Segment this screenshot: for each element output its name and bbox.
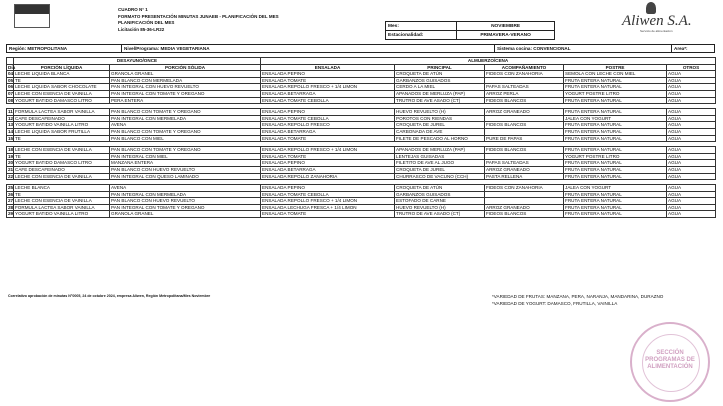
table-cell: LECHE CON ESENCIA DE VAINILLA	[14, 147, 110, 154]
table-cell: FRUTA ENTERA NATURAL	[564, 84, 667, 91]
day-cell: 21	[8, 166, 14, 172]
column-header-row	[7, 64, 716, 71]
column-header: OTROS	[667, 64, 716, 71]
sistema-cell: Sistema cocina: CONVENCIONAL	[495, 45, 672, 53]
official-stamp	[630, 322, 710, 402]
table-row	[7, 198, 716, 205]
nivel-cell: Nivel/Programa: MEDIA VEGETARIANA	[122, 45, 495, 53]
table-cell: AGUA	[667, 128, 716, 135]
table-cell: FIDEOS BLANCOS	[485, 147, 564, 154]
brand-subtitle: Servicio de alimentación	[640, 29, 673, 33]
day-cell: 25	[8, 185, 14, 191]
table-cell: YOGURT BATIDO VAINILLA LITRO	[14, 122, 110, 129]
table-cell: YOGURT POSTRE LITRO	[564, 90, 667, 97]
brand-logo: Aliwen S.A.	[622, 13, 692, 29]
table-cell: HUEVO REVUELTO (H)	[395, 204, 485, 211]
stamp-line: SECCIÓN	[656, 350, 684, 356]
table-cell: LECHE LIQUIDA BLANCA	[14, 71, 110, 78]
table-cell: FRUTA ENTERA NATURAL	[564, 198, 667, 205]
table-cell: FIDEOS CON ZANAHORIA	[485, 185, 564, 192]
table-cell: ENSALADA PEPINO	[261, 109, 395, 116]
table-cell: MANZANA ENTERA	[110, 160, 261, 167]
table-cell: CARBONADA DE AVE	[395, 128, 485, 135]
month-box	[385, 21, 555, 40]
table-cell: YOGURT POSTRE LITRO	[564, 153, 667, 160]
table-cell: AVENA	[110, 185, 261, 192]
table-cell: ENSALADA LECHUGA FRESCA + 1/4 LIMON	[261, 204, 395, 211]
table-cell: AGUA	[667, 204, 716, 211]
table-row	[7, 166, 716, 173]
table-cell: GRANOLA GRANEL	[110, 71, 261, 78]
table-cell: FIDEOS BLANCOS	[485, 122, 564, 129]
day-cell: 20	[8, 160, 14, 166]
table-row	[7, 109, 716, 116]
table-cell: AGUA	[667, 211, 716, 218]
table-cell: PAPAS SALTEADAS	[485, 160, 564, 167]
table-cell: LENTEJAS GUISADAS	[395, 153, 485, 160]
table-cell: ENSALADA REPOLLO FRESCO + 1/4 LIMON	[261, 198, 395, 205]
menu-body	[7, 71, 716, 218]
table-cell: FIDEOS BLANCOS	[485, 97, 564, 104]
note-line: *VARIEDAD DE FRUTAS: MANZANA, PERA, NARANJA, MANDARINA, DURAZNO	[492, 294, 664, 299]
table-cell: FILETITO DE AVE AL JUGO	[395, 160, 485, 167]
table-cell: AGUA	[667, 173, 716, 180]
table-cell: TE	[14, 153, 110, 160]
table-cell: ENSALADA BETARRAGA	[261, 128, 395, 135]
table-cell: ARROZ PERLA	[485, 90, 564, 97]
table-cell: FRUTA ENTERA NATURAL	[564, 77, 667, 84]
table-cell: FRUTA ENTERA NATURAL	[564, 147, 667, 154]
table-row	[7, 204, 716, 211]
table-cell: FORMULA LACTEA SABOR VAINILLA	[14, 204, 110, 211]
table-cell: AGUA	[667, 90, 716, 97]
table-cell: ENSALADA TOMATE	[261, 135, 395, 142]
table-row	[7, 122, 716, 129]
table-cell	[485, 115, 564, 122]
column-header: POSTRE	[564, 64, 667, 71]
table-cell: ENSALADA BETARRAGA	[261, 166, 395, 173]
table-cell: PAPAS SALTEADAS	[485, 84, 564, 91]
note-line: *VARIEDAD DE YOGURT: DAMASCO, FRUTILLA, VAINILLA	[492, 301, 618, 306]
table-cell: CHURRASCO DE VACUNO (CCH)	[395, 173, 485, 180]
column-header: PORCIÓN SÓLIDA	[110, 64, 261, 71]
estacionalidad-value: PRIMAVERA-VERANO	[457, 31, 555, 40]
table-cell: AGUA	[667, 122, 716, 129]
table-cell: PAN INTEGRAL CON MERMELADA	[110, 191, 261, 198]
table-cell: PAN BLANCO CON TOMATE Y OREGANO	[110, 109, 261, 116]
day-cell: 12	[8, 115, 14, 121]
day-cell: 06	[8, 84, 14, 90]
table-cell: ENSALADA TOMATE CEBOLLA	[261, 115, 395, 122]
table-cell: ENSALADA REPOLLO ZANAHORIA	[261, 173, 395, 180]
table-cell: LECHE LIQUIDA SABOR FRUTILLA	[14, 128, 110, 135]
table-cell: AGUA	[667, 191, 716, 198]
table-cell: AGUA	[667, 160, 716, 167]
stamp-line: PROGRAMAS DE	[645, 357, 695, 363]
table-cell: GRANOLA GRANEL	[110, 211, 261, 218]
table-cell: FILETE DE PESCADO AL HORNO	[395, 135, 485, 142]
day-cell: 11	[8, 109, 13, 115]
column-header: PORCIÓN LÍQUIDA	[14, 64, 110, 71]
table-cell: AGUA	[667, 115, 716, 122]
table-cell: FRUTA ENTERA NATURAL	[564, 109, 667, 116]
table-row	[7, 211, 716, 218]
day-cell: 29	[8, 211, 14, 217]
day-cell: 27	[8, 198, 14, 204]
desayuno-group-header: DESAYUNO/ONCE	[14, 58, 261, 65]
table-cell: TE	[14, 191, 110, 198]
table-cell: ARROZ GRANEADO	[485, 204, 564, 211]
day-cell: 04	[8, 71, 14, 77]
table-cell: ENSALADA REPOLLO FRESCO	[261, 122, 395, 129]
table-cell: FRUTA ENTERA NATURAL	[564, 128, 667, 135]
table-cell: FRUTA ENTERA NATURAL	[564, 166, 667, 173]
table-cell: PURE DE PAPAS	[485, 135, 564, 142]
region-cell: Región: METROPOLITANA	[7, 45, 122, 53]
table-cell: PAN INTEGRAL CON HUEVO REVUELTO	[110, 84, 261, 91]
table-cell	[485, 128, 564, 135]
table-cell: YOGURT BATIDO VAINILLA LITRO	[14, 211, 110, 218]
table-cell: ENSALADA TOMATE	[261, 77, 395, 84]
table-cell: TRUTRO DE AVE ASADO (CT)	[395, 211, 485, 218]
table-cell: ENSALADA REPOLLO FRESCO + 1/4 LIMON	[261, 147, 395, 154]
table-cell: AGUA	[667, 166, 716, 173]
table-cell: AGUA	[667, 153, 716, 160]
table-cell: LECHE CON ESENCIA DE VAINILLA	[14, 173, 110, 180]
table-cell: ENSALADA TOMATE CEBOLLA	[261, 97, 395, 104]
table-cell: GARBANZOS GUISADOS	[395, 77, 485, 84]
table-cell: AGUA	[667, 185, 716, 192]
header-line: CUADRO N° 1	[118, 7, 148, 12]
day-cell: 14	[8, 128, 14, 134]
day-cell: 08	[8, 97, 14, 103]
table-cell: CROQUETA DE ATÚN	[395, 185, 485, 192]
table-cell: CROQUETA DE ATÚN	[395, 71, 485, 78]
day-cell: 13	[8, 122, 14, 128]
table-cell: ENSALADA BETARRAGA	[261, 90, 395, 97]
table-cell: PAN INTEGRAL CON MIEL	[110, 153, 261, 160]
header-line: FORMATO PRESENTACIÓN MINUTAS JUNAEB - PLANIFICACIÓN DEL MES	[118, 13, 279, 19]
table-cell: YOGURT BATIDO DAMASCO LITRO	[14, 160, 110, 167]
day-cell: 19	[8, 153, 14, 159]
day-cell: 26	[8, 191, 14, 197]
table-cell	[485, 198, 564, 205]
mes-value: NOVIEMBRE	[457, 22, 555, 31]
table-cell: PAN INTEGRAL CON QUESO LAMINADO	[110, 173, 261, 180]
table-cell: PAN BLANCO CON MIEL	[110, 135, 261, 142]
table-cell: APANADOS DE MERLUZA (PAP)	[395, 90, 485, 97]
blank-header	[7, 58, 14, 65]
table-cell	[485, 77, 564, 84]
table-cell: CAFE DESCAFEINADO	[14, 115, 110, 122]
table-cell: CAFE DESCAFEINADO	[14, 166, 110, 173]
table-cell: ENSALADA PEPINO	[261, 185, 395, 192]
almuerzo-group-header: ALMUERZO/CENA	[261, 58, 716, 65]
table-cell: TE	[14, 135, 110, 142]
table-cell: FRUTA ENTERA NATURAL	[564, 160, 667, 167]
table-cell: ENSALADA REPOLLO FRESCO + 1/4 LIMON	[261, 84, 395, 91]
table-cell: LECHE BLANCA	[14, 185, 110, 192]
menu-table	[6, 57, 716, 218]
table-row	[7, 90, 716, 97]
table-cell: AGUA	[667, 77, 716, 84]
table-cell: AGUA	[667, 84, 716, 91]
table-cell	[485, 191, 564, 198]
table-cell: LECHE CON ESENCIA DE VAINILLA	[14, 90, 110, 97]
table-row	[7, 77, 716, 84]
table-row	[7, 191, 716, 198]
table-row	[7, 160, 716, 167]
table-cell: PAN INTEGRAL CON TOMATE Y OREGANO	[110, 204, 261, 211]
table-row	[7, 147, 716, 154]
table-cell: PAN BLANCO CON HUEVO REVUELTO	[110, 166, 261, 173]
table-row	[7, 97, 716, 104]
table-cell: FRUTA ENTERA NATURAL	[564, 173, 667, 180]
table-cell: ESTOFADO DE CARNE	[395, 198, 485, 205]
table-cell: ENSALADA TOMATE CEBOLLA	[261, 191, 395, 198]
day-cell: 07	[8, 90, 14, 96]
table-cell: PERA ENTERA	[110, 97, 261, 104]
stamp-line: ALIMENTACIÓN	[647, 364, 693, 370]
estacionalidad-label: Estacionalidad:	[386, 31, 457, 40]
table-cell: PAN BLANCO CON MERMELADA	[110, 77, 261, 84]
table-cell: AGUA	[667, 147, 716, 154]
column-header: ACOMPAÑAMIENTO	[485, 64, 564, 71]
table-cell: AGUA	[667, 109, 716, 116]
document-header	[118, 7, 279, 33]
table-cell: FRUTA ENTERA NATURAL	[564, 97, 667, 104]
column-header: PRINCIPAL	[395, 64, 485, 71]
table-cell: ENSALADA PEPINO	[261, 160, 395, 167]
table-cell: FORMULA LACTEA SABOR VAINILLA	[14, 109, 110, 116]
table-cell: GARBANZOS GUISADOS	[395, 191, 485, 198]
table-row	[7, 128, 716, 135]
table-cell: AGUA	[667, 97, 716, 104]
area-cell: Area*:	[672, 45, 715, 53]
table-cell: ENSALADA PEPINO	[261, 71, 395, 78]
table-cell: AGUA	[667, 135, 716, 142]
table-cell: TE	[14, 77, 110, 84]
table-cell: PAN INTEGRAL CON MERMELADA	[110, 115, 261, 122]
table-cell: FRUTA ENTERA NATURAL	[564, 122, 667, 129]
meta-row	[6, 44, 715, 53]
day-cell: 15	[8, 135, 14, 141]
day-cell: 05	[8, 77, 14, 83]
table-cell: LECHE LIQUIDA SABOR CHOCOLATE	[14, 84, 110, 91]
table-row	[7, 84, 716, 91]
table-cell: CERDO A LA MIEL	[395, 84, 485, 91]
table-cell: SEMOLA CON LECHE CON MIEL	[564, 71, 667, 78]
table-cell: JALEA CON YOGURT	[564, 185, 667, 192]
table-cell: PAN BLANCO CON HUEVO REVUELTO	[110, 198, 261, 205]
table-cell: FIDEOS CON ZANAHORIA	[485, 71, 564, 78]
table-cell: POROTOS CON RIENDAS	[395, 115, 485, 122]
day-cell: 18	[8, 147, 14, 153]
junaeb-logo	[14, 4, 50, 28]
table-cell: YOGURT BATIDO DAMASCO LITRO	[14, 97, 110, 104]
table-row	[7, 185, 716, 192]
table-cell: PAN BLANCO CON TOMATE Y OREGANO	[110, 147, 261, 154]
table-row	[7, 135, 716, 142]
table-cell	[485, 153, 564, 160]
table-row	[7, 71, 716, 78]
table-cell: LECHE CON ESENCIA DE VAINILLA	[14, 198, 110, 205]
table-cell: FRUTA ENTERA NATURAL	[564, 211, 667, 218]
column-header: ENSALADA	[261, 64, 395, 71]
header-line: Licitación 85-36-LR22	[118, 26, 165, 32]
table-cell: CROQUETA DE JUREL	[395, 166, 485, 173]
table-cell: ENSALADA TOMATE	[261, 153, 395, 160]
day-cell: 28	[8, 204, 14, 210]
table-cell: ARROZ GRANEADO	[485, 166, 564, 173]
table-cell: FRUTA ENTERA NATURAL	[564, 204, 667, 211]
table-cell: TRUTRO DE AVE ASADO (CT)	[395, 97, 485, 104]
table-cell: PAN BLANCO CON TOMATE Y OREGANO	[110, 128, 261, 135]
table-row	[7, 115, 716, 122]
table-cell: ENSALADA TOMATE	[261, 211, 395, 218]
table-cell: APANADOS DE MERLUZA (PAP)	[395, 147, 485, 154]
table-cell: CROQUETA DE JUREL	[395, 122, 485, 129]
table-row	[7, 153, 716, 160]
table-cell: PASTA RELLENA	[485, 173, 564, 180]
table-cell: AGUA	[667, 71, 716, 78]
table-cell: JALEA CON YOGURT	[564, 115, 667, 122]
table-cell: PAN INTEGRAL CON TOMATE Y OREGANO	[110, 90, 261, 97]
column-header: Día	[8, 64, 16, 70]
table-cell: ARROZ GRANEADO	[485, 109, 564, 116]
table-cell: AGUA	[667, 198, 716, 205]
variety-notes	[492, 293, 663, 307]
table-cell: HUEVO REVUELTO (H)	[395, 109, 485, 116]
header-line: PLANIFICACIÓN DEL MES	[118, 20, 175, 26]
table-cell: AVENA	[110, 122, 261, 129]
day-cell: 22	[8, 173, 14, 179]
table-cell: FRUTA ENTERA NATURAL	[564, 135, 667, 142]
table-cell: FRUTA ENTERA NATURAL	[564, 191, 667, 198]
table-cell: FIDEOS BLANCOS	[485, 211, 564, 218]
mes-label: Mes:	[386, 22, 457, 31]
approval-footer: Correlativo aprobación de minutas N°0005, 24 de octubre 2024, empresa Aliwen, Región Metropolitana/Mes Noviembre	[8, 294, 211, 298]
table-row	[7, 173, 716, 180]
